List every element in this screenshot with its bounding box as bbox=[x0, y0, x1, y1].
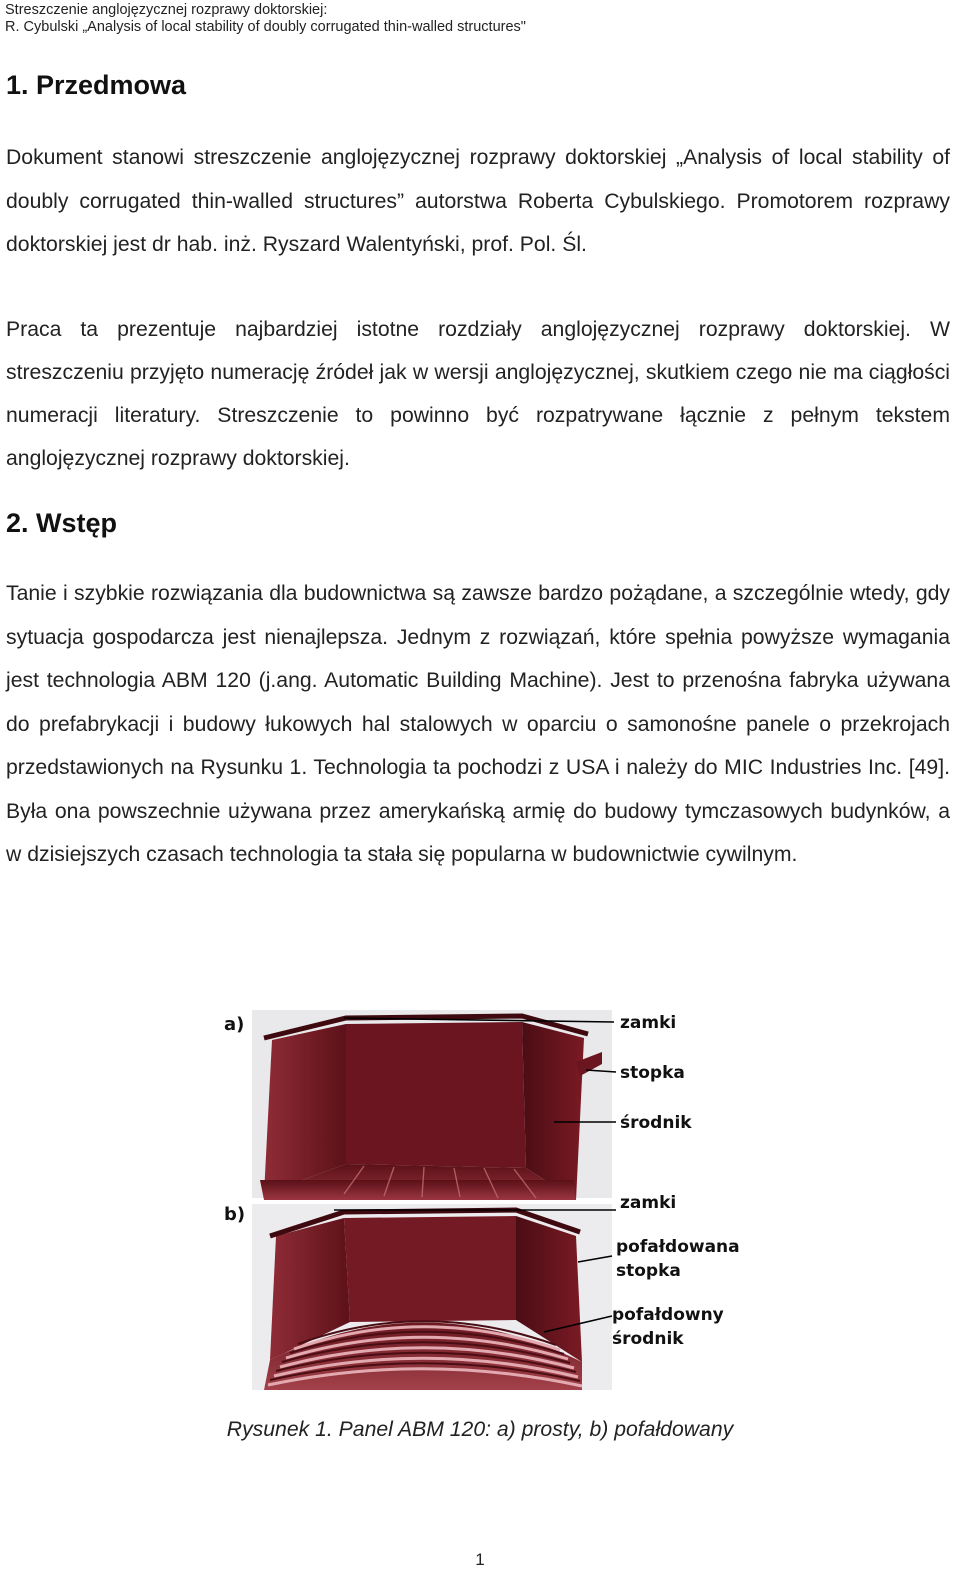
header-line-1: Streszczenie anglojęzycznej rozprawy doktorskiej: bbox=[5, 2, 328, 18]
figure-abm-panels bbox=[224, 1004, 760, 1400]
header-line-2: R. Cybulski „Analysis of local stability of doubly corrugated thin-walled structures" bbox=[5, 19, 526, 35]
page-number: 1 bbox=[475, 1550, 485, 1569]
panel-b-label: b) bbox=[224, 1204, 246, 1225]
callout-b-pofaldowny: pofałdowny bbox=[612, 1305, 724, 1325]
figure-caption: Rysunek 1. Panel ABM 120: a) prosty, b) pofałdowany bbox=[226, 1418, 734, 1441]
panel-a-label: a) bbox=[224, 1014, 245, 1035]
callout-a-srodnik: środnik bbox=[620, 1113, 692, 1133]
callout-b-srodnik: środnik bbox=[612, 1329, 684, 1349]
paragraph-preface-1: Dokument stanowi streszczenie anglojęzycznej rozprawy doktorskiej „Analysis of local stability of doubly corrugated thin-walled structures” autorstwa Roberta Cybulskiego. Promotorem rozprawy doktorskiej jest dr hab. inż. Ryszard Walentyński, prof. Pol. Śl. bbox=[6, 146, 950, 256]
callout-b-stopka: stopka bbox=[616, 1261, 681, 1281]
callout-b-zamki: zamki bbox=[620, 1193, 677, 1213]
callout-b-pofaldowana: pofałdowana bbox=[616, 1237, 740, 1257]
running-header bbox=[5, 2, 526, 36]
section-title-wstep: 2. Wstęp bbox=[6, 508, 118, 538]
panel-a-straight bbox=[252, 1010, 616, 1200]
section-title-przedmowa: 1. Przedmowa bbox=[6, 70, 187, 100]
paragraph-preface-2: Praca ta prezentuje najbardziej istotne rozdziały anglojęzycznej rozprawy doktorskiej. W streszczeniu przyjęto numerację źródeł jak w wersji anglojęzycznej, skutkiem czego nie ma ciągłości numeracji literatury. Streszczenie to powinno być rozpatrywane łącznie z pełnym tekstem anglojęzycznej rozprawy doktorskiej. bbox=[6, 318, 950, 470]
panel-b-corrugated bbox=[252, 1204, 616, 1390]
paragraph-introduction: Tanie i szybkie rozwiązania dla budownictwa są zawsze bardzo pożądane, a szczególnie wtedy, gdy sytuacja gospodarcza jest nienajlepsza. Jednym z rozwiązań, które spełnia powyższe wymagania jest technologia ABM 120 (j.ang. Automatic Building Machine). Jest to przenośna fabryka używana do prefabrykacji i budowy łukowych hal stalowych w oparciu o samonośne panele o przekrojach przedstawionych na Rysunku 1. Technologia ta pochodzi z USA i należy do MIC Industries Inc. [49]. Była ona powszechnie używana przez amerykańską armię do budowy tymczasowych budynków, a w dzisiejszych czasach technologia ta stała się popularna w budownictwie cywilnym. bbox=[6, 582, 950, 866]
callout-a-zamki: zamki bbox=[620, 1013, 677, 1033]
callout-a-stopka: stopka bbox=[620, 1063, 685, 1083]
